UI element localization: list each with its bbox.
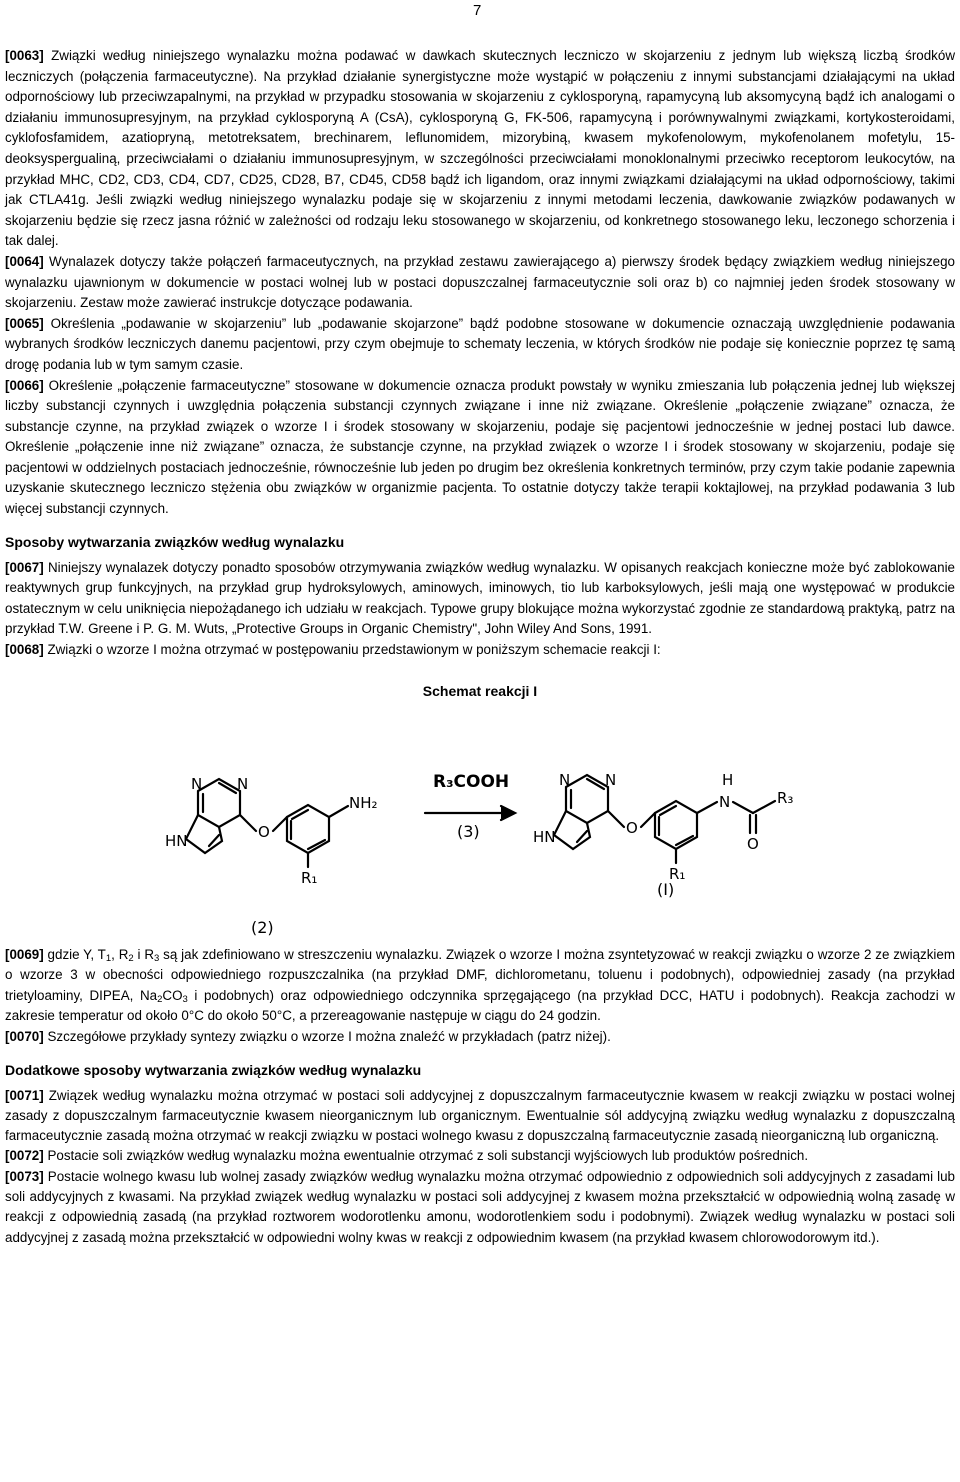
paragraph-number: [0063] — [5, 48, 44, 63]
paragraph-text: i podobnych) oraz odpowiedniego odczynnika sprzęgającego (na przykład DCC, HATU i podobnych). Reakcja zachodzi w zakresie temperatur od około 0°C do około 50°C, a przereagowanie następuje w ciągu do 24 godzin. — [5, 987, 955, 1024]
paragraph-0069 — [5, 945, 955, 1027]
compound-I-label: (I) — [657, 879, 675, 899]
paragraph-number: [0065] — [5, 315, 44, 331]
paragraph-0066 — [5, 376, 955, 520]
paragraph-text: Szczegółowe przykłady syntezy związku o wzorze I można znaleźć w przykładach (patrz niżej). — [43, 1029, 611, 1044]
atom-n: N — [719, 792, 731, 811]
paragraph-text: i R — [133, 946, 155, 962]
group-r1: R₁ — [301, 868, 318, 887]
paragraph-text: Postacie soli związków według wynalazku można ewentualnie otrzymać z soli substancji wyjściowych lub produktów pośrednich. — [43, 1148, 809, 1164]
paragraph-0063 — [5, 46, 955, 252]
section-heading-additional: Dodatkowe sposoby wytwarzania związków według wynalazku — [5, 1061, 422, 1078]
atom-hn: HN — [533, 827, 556, 846]
paragraph-number: [0069] — [5, 946, 44, 962]
paragraph-number: [0070] — [5, 1029, 44, 1044]
sm-pyrimidine-ring — [198, 779, 240, 827]
paragraph-0072 — [5, 1146, 955, 1166]
paragraph-number: [0072] — [5, 1148, 44, 1164]
paragraph-text: gdzie Y, T — [43, 946, 106, 962]
scheme-title: Schemat reakcji I — [422, 682, 538, 699]
atom-n: N — [237, 774, 249, 793]
paragraph-0073 — [5, 1167, 955, 1248]
paragraph-text: Określenie „połączenie farmaceutyczne” stosowane w dokumencie oznacza produkt powstały w wyniku zmieszania lub połączenia jednej lub większej liczby substancji czynnych i uwzględnia połączenia substancji czynnych związane i inne niż związane. Określenie „połączenie związane” oznacza, że substancje czynne, na przykład związek o wzorze I i środek stosowany w skojarzeniu, podaje się pacjentowi jednocześnie w jednej postaci lub dawce. Określenie „połączenie inne niż związane” oznacza, że substancje czynne, na przykład związek o wzorze I i środek stosowany w skojarzeniu, podaje się pacjentowi w oddzielnych postaciach jednocześnie, równocześnie lub jeden po drugim bez określenia konkretnych terminów, przy czym takie podanie zapewnia uzyskanie skutecznego leczniczo stężenia obu związków w organizmie pacjenta. To ostatnie dotyczy także terapii koktajlowej, na przykład podawania 3 lub więcej substancji czynnych. — [5, 377, 955, 517]
reaction-scheme — [5, 705, 955, 945]
product-pyrrole-ring — [554, 811, 590, 849]
paragraph-text: , R — [111, 946, 129, 962]
group-r1: R₁ — [669, 864, 686, 883]
paragraph-0068 — [5, 640, 955, 661]
paragraph-text: Związek według wynalazku można otrzymać w postaci soli addycyjnej z dopuszczalnym farmaceutycznie kwasem w reakcji związku w postaci wolnej zasady z dopuszczalnym farmaceutycznie kwasem nieorganicznym lub organicznym. Ewentualnie sól addycyjną związku według wynalazku z dopuszczalną farmaceutycznie zasadą można otrzymać w reakcji związku w postaci wolnego kwasu z dopuszczalną farmaceutycznie zasadą nieorganiczną lub organiczną. — [5, 1087, 955, 1144]
atom-o: O — [258, 822, 270, 841]
paragraph-text: są jak zdefiniowano w streszczeniu wynalazku. Związek o wzorze I można zsyntetyzować w reakcji związku o wzorze 2 ze związkiem o wzorze 3 w obecności odpowiedniego rozpuszczalnika (na przykład DMF, dichlorometanu, toluenu i podobnych), odpowiedniej zasady (na przykład trietyloaminy, DIPEA, Na — [5, 946, 955, 1003]
step-label: (3) — [457, 821, 480, 841]
product-pyrimidine-ring — [566, 775, 608, 823]
paragraph-number: [0073] — [5, 1168, 44, 1184]
paragraph-text: Związki według niniejszego wynalazku można podawać w dawkach skutecznych leczniczo w skojarzeniu z jednym lub większą liczbą środków leczniczych (połączenia farmaceutyczne). Na przykład działanie synergistyczne może wystąpić w połączeniu z innymi substancjami działającymi na układ odpornościowy lub przeciwzapalnymi, na przykład w przypadku stosowania w skojarzeniu z cyklosporyną, rapamycyną lub aksomycyną bądź ich analogami o działaniu immunosupresyjnym, na przykład cyklosporyną A (CsA), cyklosporyną G, FK-506, rapamycyną i porównywalnymi związkami, kortykosteroidami, cyklofosfamidem, azatiopryną, metotreksatem, brechinarem, leflunomidem, mizorybiną, kwasem mykofenolowym, mykofenolanem mofetylu, 15-deoksyspergualiną, przeciwciałami o działaniu immunosupresyjnym, w szczególności przeciwciałami monoklonalnymi przeciwko receptorom leukocytów, na przykład MHC, CD2, CD3, CD4, CD7, CD25, CD28, B7, CD45, CD58 bądź ich ligandom, oraz innymi związkami działającymi na układ odpornościowy, takimi jak CTLA41g. Jeśli związki według niniejszego wynalazku podaje się w skojarzeniu z innymi metodami leczenia, dawkowanie związków podawanych w skojarzeniu będzie się rzecz jasna różnić w zależności od rodzaju leku stosowanego w skojarzeniu, od konkretnego stosowanego leku, leczonego schorzenia i tak dalej. — [5, 48, 955, 249]
atom-o: O — [747, 834, 759, 853]
paragraph-text: Określenia „podawanie w skojarzeniu” lub „podawanie skojarzone” bądź podobne stosowane w dokumencie oznaczają uwzględnienie podawania wybranych środków leczniczych danemu pacjentowi, przy czym obejmuje to schematy leczenia, w których środków nie podaje się koniecznie poprzez tę samą drogę podania lub w tym samym czasie. — [5, 315, 955, 372]
subscript: 1 — [105, 952, 112, 964]
atom-o: O — [626, 818, 638, 837]
subscript: 3 — [182, 993, 188, 1005]
paragraph-0064 — [5, 252, 955, 314]
atom-h: H — [722, 770, 734, 789]
group-r3: R₃ — [777, 788, 794, 807]
section-heading-preparation: Sposoby wytwarzania związków według wynalazku — [5, 533, 345, 550]
group-nh2: NH₂ — [349, 793, 378, 812]
sm-benzene-ring — [287, 805, 329, 853]
reaction-scheme-drawing — [5, 705, 955, 945]
paragraph-0070 — [5, 1027, 955, 1048]
paragraph-0065 — [5, 314, 955, 376]
product-benzene-ring — [655, 801, 697, 849]
paragraph-text: Związki o wzorze I można otrzymać w postępowaniu przedstawionym w poniższym schemacie reakcji I: — [43, 642, 661, 658]
paragraph-number: [0068] — [5, 642, 44, 658]
paragraph-number: [0064] — [5, 253, 44, 269]
paragraph-text: Wynalazek dotyczy także połączeń farmaceutycznych, na przykład zestawu zawierającego a) pierwszy środek będący związkiem według niniejszego wynalazku ujawnionym w dokumencie w postaci wolnej lub w postaci dopuszczalnej farmaceutycznie soli oraz b) co najmniej jeden środek stosowany w skojarzeniu. Zestaw może zawierać instrukcje dotyczące podawania. — [5, 253, 955, 311]
reagent-label: R₃COOH — [433, 771, 510, 792]
paragraph-text: Niniejszy wynalazek dotyczy ponadto sposobów otrzymywania związków według wynalazku. W opisanych reakcjach konieczne może być zablokowanie reaktywnych grup funkcyjnych, na przykład grup hydroksylowych, aminowych, iminowych, tio lub karboksylowych, jeśli mają one występować w produkcie ostatecznym w celu uniknięcia niepożądanego ich udziału w reakcjach. Typowe grupy blokujące można wykorzystać zgodnie ze standardową praktyką, patrz na przykład T.W. Greene i P. G. M. Wuts, „Protective Groups in Organic Chemistry", John Wiley And Sons, 1991. — [5, 559, 955, 637]
page-number: 7 — [473, 2, 482, 19]
atom-n: N — [559, 770, 571, 789]
sm-pyrrole-ring — [186, 815, 222, 853]
paragraph-text: Postacie wolnego kwasu lub wolnej zasady związków według wynalazku można otrzymać odpowiednio z odpowiednich soli addycyjnych z zasadami lub soli addycyjnych z kwasami. Na przykład związek według wynalazku w postaci soli addycyjnej z kwasem można przekształcić w odpowiednią wolną zasadę w reakcji z odpowiednią zasadą (na przykład roztworem wodorotlenku amonu, wodorotlenkiem sodu i podobnymi). Związek według wynalazku w postaci soli addycyjnej z zasadą można przekształcić w odpowiedni wolny kwas w reakcji z odpowiednim kwasem (na przykład kwasem chlorowodorowym itd.). — [5, 1168, 955, 1245]
subscript: 2 — [128, 952, 134, 964]
paragraph-number: [0067] — [5, 559, 44, 575]
subscript: 3 — [154, 952, 160, 964]
paragraph-number: [0066] — [5, 377, 44, 393]
subscript: 2 — [157, 993, 163, 1005]
atom-n: N — [191, 774, 203, 793]
paragraph-0071 — [5, 1086, 955, 1147]
atom-n: N — [605, 770, 617, 789]
atom-hn: HN — [165, 831, 188, 850]
compound-2-label: (2) — [251, 917, 274, 937]
document-body — [5, 46, 955, 1248]
paragraph-number: [0071] — [5, 1087, 44, 1103]
paragraph-0067 — [5, 558, 955, 640]
paragraph-text: CO — [162, 987, 183, 1003]
